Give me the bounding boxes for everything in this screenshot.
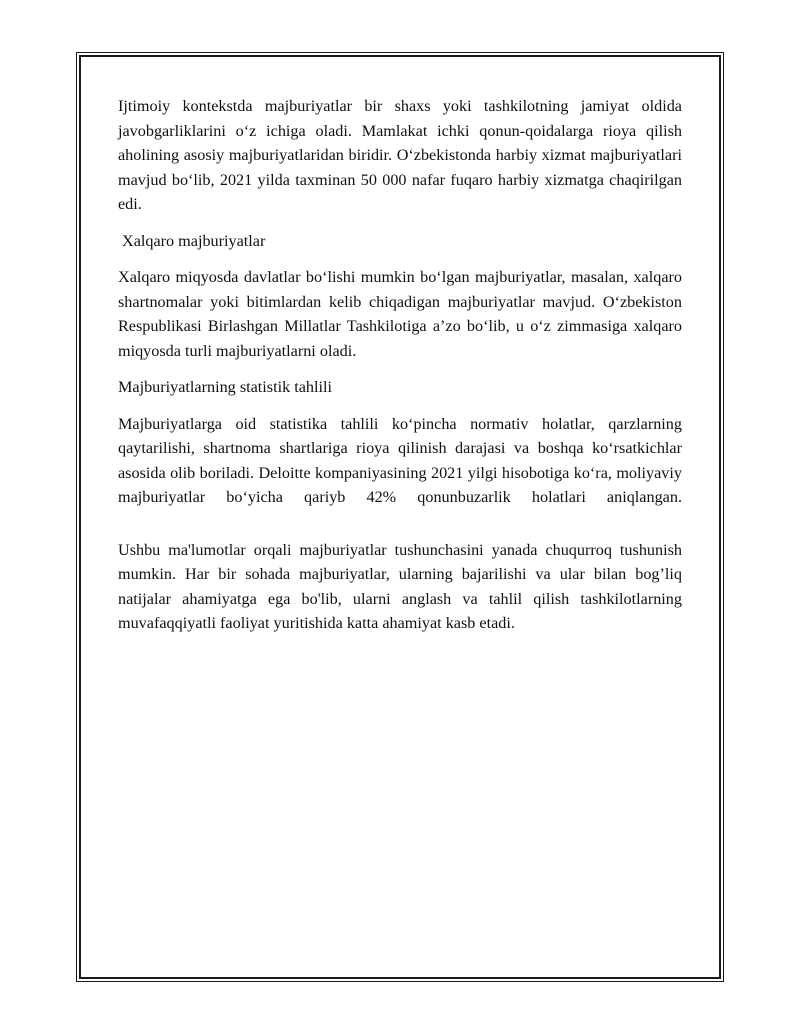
paragraph-social-obligations: Ijtimoiy kontekstda majburiyatlar bir shaxs yoki tashkilotning jamiyat oldida javobgarliklarini o‘z ichiga oladi. Mamlakat ichki qonun-qoidalarga rioya qilish aholining asosiy majburiyatlaridan biridir. O‘zbekistonda harbiy xizmat majburiyatlari mavjud bo‘lib, 2021 yilda taxminan 50 000 nafar fuqaro harbiy xizmatga chaqirilgan edi. xyxy=(118,97,682,213)
paragraph-statistical-analysis: Majburiyatlarga oid statistika tahlili ko‘pincha normativ holatlar, qarzlarning qaytarilishi, shartnoma shartlariga rioya qilinish darajasi va boshqa ko‘rsatkichlar asosida olib boriladi. Deloitte kompaniyasining 2021 yilgi hisobotiga ko‘ra, moliyaviy majburiyatlar bo‘yicha qariyb 42% qonunbuzarlik holatlari aniqlangan. xyxy=(118,414,682,506)
heading-international-obligations: Xalqaro majburiyatlar xyxy=(122,231,266,250)
document-body xyxy=(118,94,682,648)
paragraph-spacer xyxy=(118,522,682,538)
paragraph-conclusion: Ushbu ma'lumotlar orqali majburiyatlar tushunchasini yanada chuqurroq tushunish mumkin. Har bir sohada majburiyatlar, ularning bajarilishi va ular bilan bog’liq natijalar ahamiyatga ega bo'lib, ularni anglash va tahlil qilish tashkilotlarning muvafaqqiyatli faoliyat yuritishida katta ahamiyat kasb etadi. xyxy=(118,540,682,632)
heading-statistical-analysis: Majburiyatlarning statistik tahlili xyxy=(118,378,333,396)
paragraph-international-obligations: Xalqaro miqyosda davlatlar bo‘lishi mumkin bo‘lgan majburiyatlar, masalan, xalqaro shartnomalar yoki bitimlardan kelib chiqadigan majburiyatlar mavjud. O‘zbekiston Respublikasi Birlashgan Millatlar Tashkilotiga a’zo bo‘lib, u o‘z zimmasiga xalqaro miqyosda turli majburiyatlarni oladi. xyxy=(118,268,682,360)
